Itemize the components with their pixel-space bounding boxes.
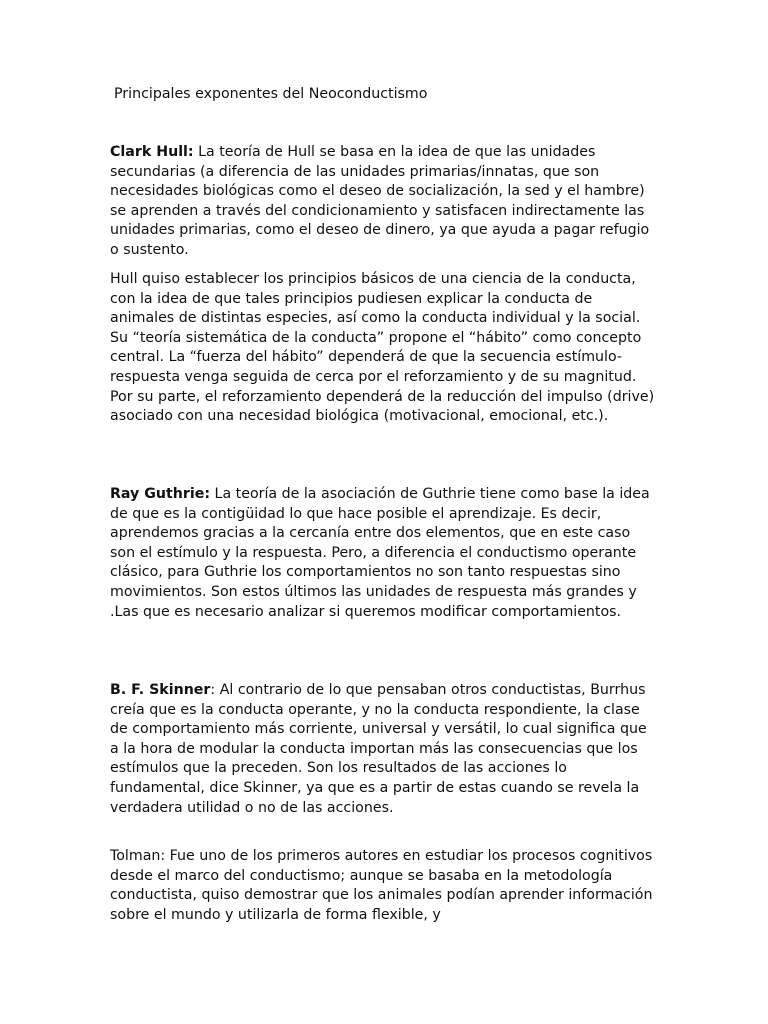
paragraph-text: Hull quiso establecer los principios básicos de una ciencia de la conducta, con la idea de que tales principios pudiesen explicar la conducta de animales de distintas especies, así como la conducta individual y la social. Su “teoría sistemática de la conducta” propone el “hábito” como concepto central. La “fuerza del hábito” dependerá de que la secuencia estímulo- respuesta venga seguida de cerca por el reforzamiento y de su magnitud. Por su parte, el reforzamiento dependerá de la reducción del impulso (drive) asociado con una necesidad biológica (motivacional, emocional, etc.). <box>110 271 655 425</box>
paragraph-text: Tolman: Fue uno de los primeros autores en estudiar los procesos cognitivos desde el marco del conductismo; aunque se basaba en la metodología conductista, quiso demostrar que los animales podían aprender información sobre el mundo y utilizarla de forma flexible, y <box>110 848 653 923</box>
paragraph-bf-skinner <box>110 681 658 818</box>
paragraph-text: La teoría de Hull se basa en la idea de que las unidades secundarias (a diferencia de las unidades primarias/innatas, que son necesidades biológicas como el deseo de socialización, la sed y el hambre) se aprenden a través del condicionamiento y satisfacen indirectamente las unidades primarias, como el deseo de dinero, ya que ayuda a pagar refugio o sustento. <box>110 144 650 258</box>
author-name-clark-hull: Clark Hull: <box>110 144 194 160</box>
paragraph-ray-guthrie <box>110 485 658 622</box>
paragraph-text: : Al contrario de lo que pensaban otros conductistas, Burrhus creía que es la conducta operante, y no la conducta respondiente, la clase de comportamiento más corriente, universal y versátil, lo cual significa que a la hora de modular la conducta importan más las consecuencias que los estímulos que la preceden. Son los resultados de las acciones lo fundamental, dice Skinner, ya que es a partir de estas cuando se revela la verdadera utilidad o no de las acciones. <box>110 682 647 816</box>
paragraph-hull-principles <box>110 270 658 427</box>
author-name-ray-guthrie: Ray Guthrie: <box>110 486 211 502</box>
paragraph-clark-hull <box>110 143 658 261</box>
paragraph-tolman <box>110 847 658 925</box>
document-title: Principales exponentes del Neoconductismo <box>114 86 428 102</box>
paragraph-text: La teoría de la asociación de Guthrie tiene como base la idea de que es la contigüidad lo que hace posible el aprendizaje. Es decir, aprendemos gracias a la cercanía entre dos elementos, que en este caso son el estímulo y la respuesta. Pero, a diferencia el conductismo operante clásico, para Guthrie los comportamientos no son tanto respuestas sino movimientos. Son estos últimos las unidades de respuesta más grandes y .Las que es necesario analizar si queremos modificar comportamientos. <box>110 486 650 620</box>
author-name-bf-skinner: B. F. Skinner <box>110 682 211 698</box>
